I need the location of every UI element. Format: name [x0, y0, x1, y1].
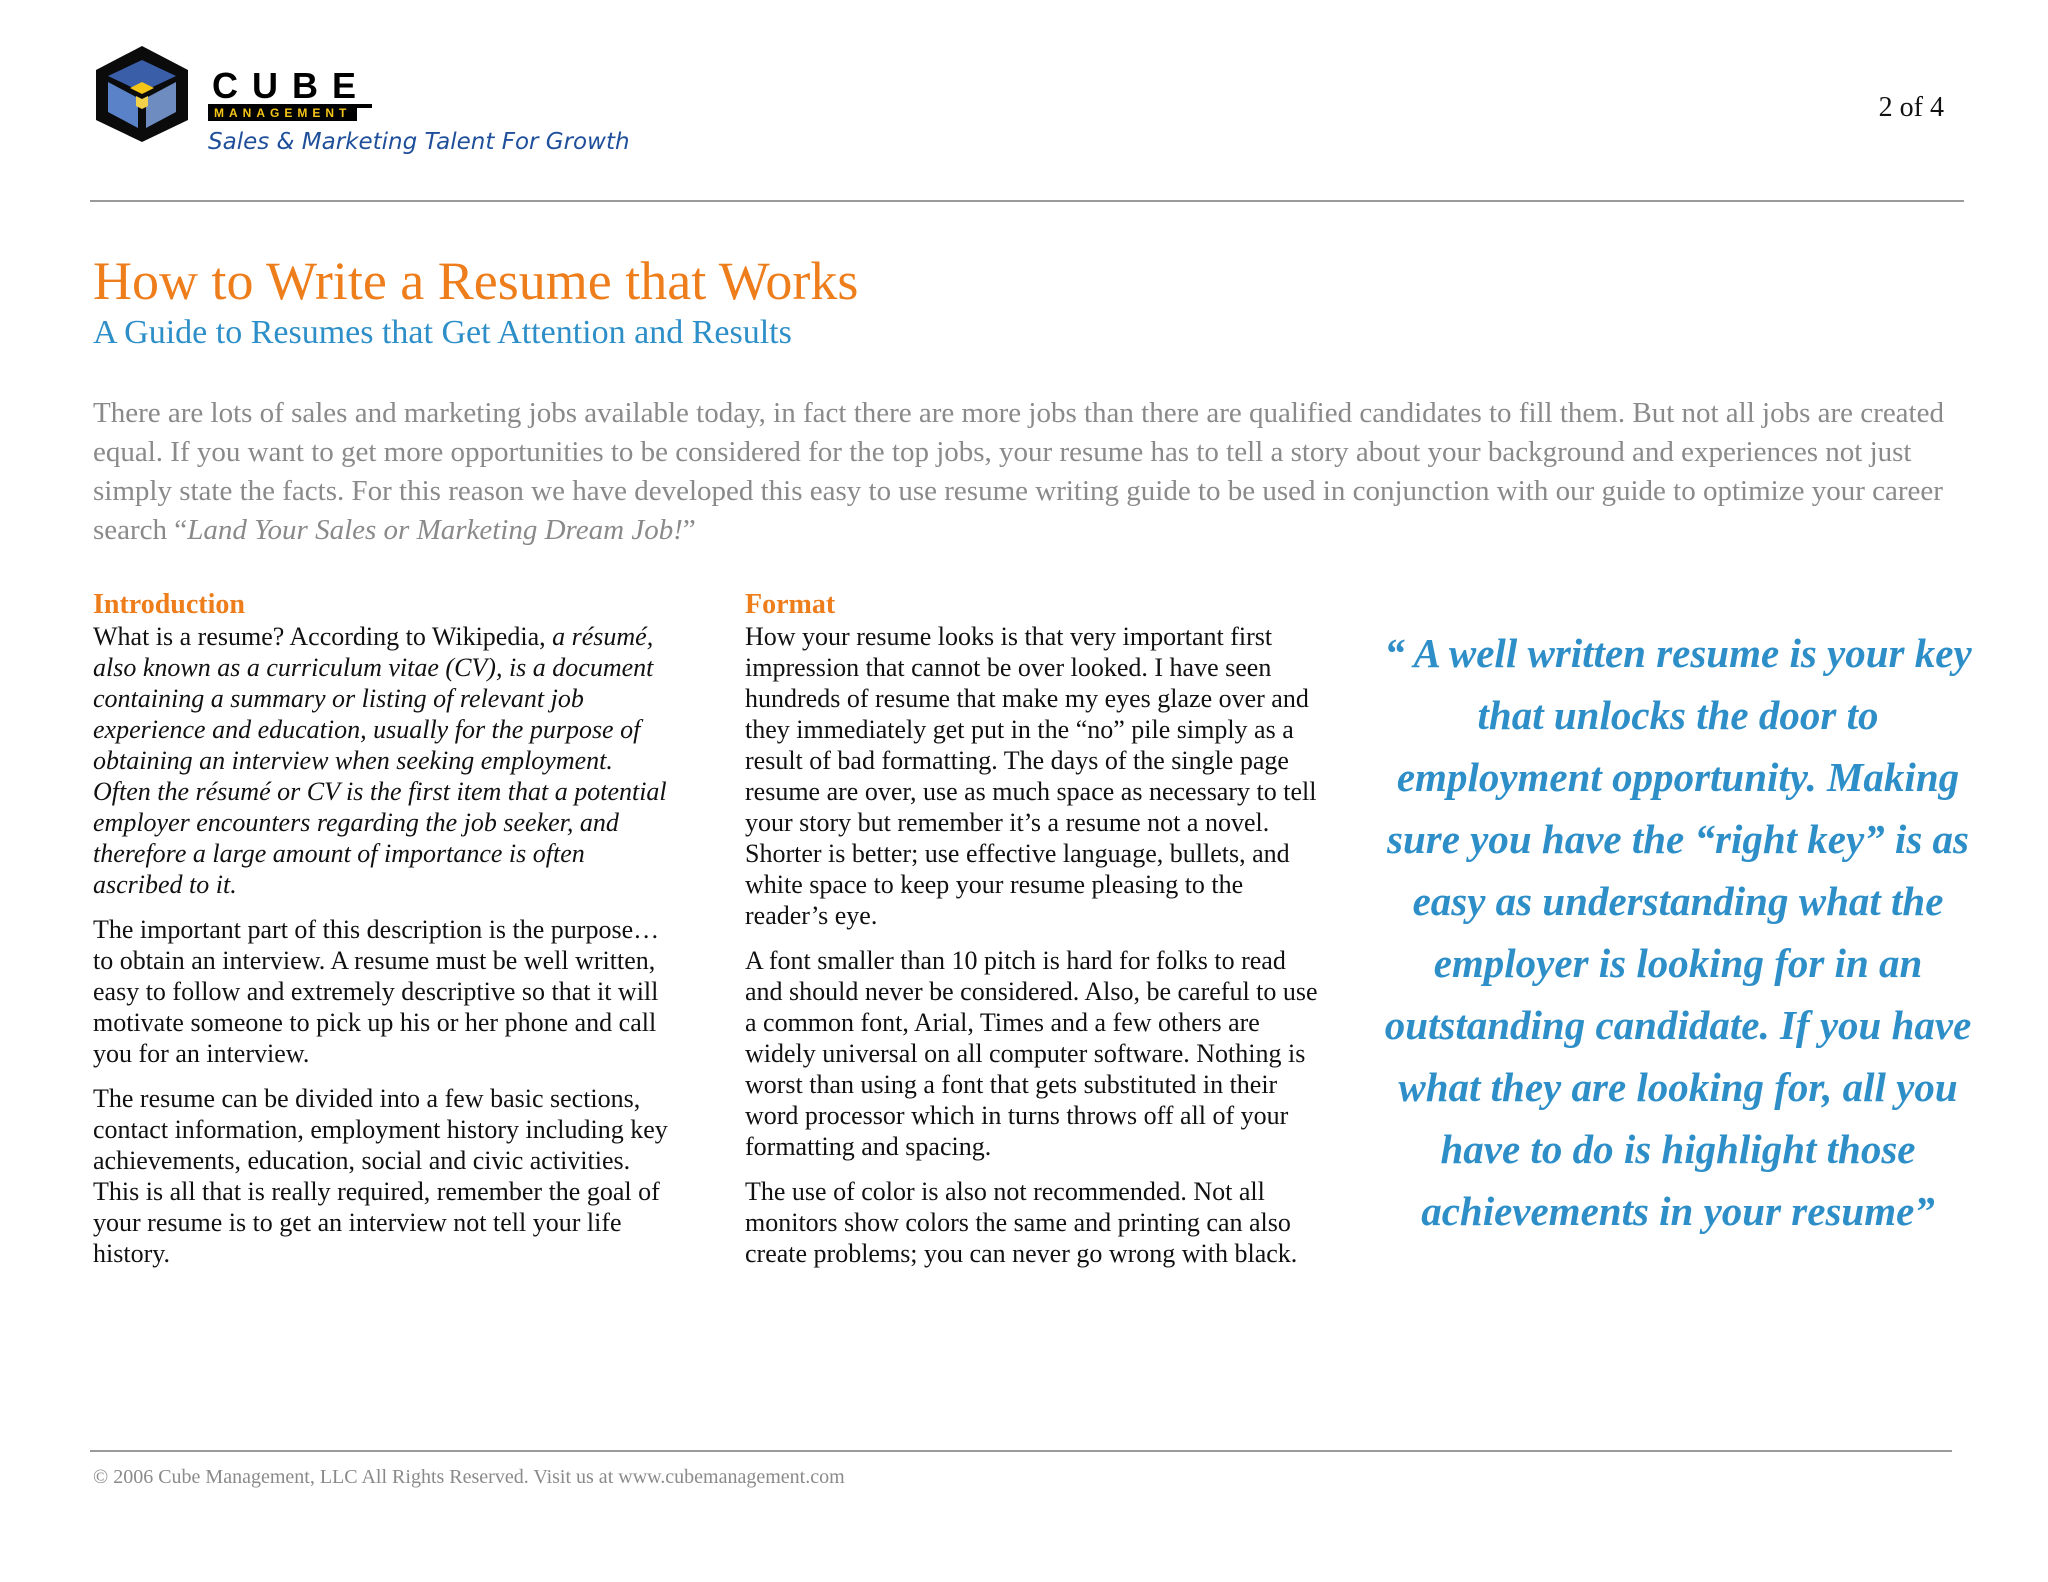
introduction-paragraph-1 — [93, 621, 673, 900]
brand-tagline: Sales & Marketing Talent For Growth — [208, 129, 630, 155]
document-subtitle: A Guide to Resumes that Get Attention and Results — [93, 314, 792, 351]
brand-name: CUBE — [208, 68, 372, 108]
wikipedia-definition: a résumé, also known as a curriculum vitae (CV), is a document containing a summary or listing of relevant job experience and education, usually for the purpose of obtaining an interview when seeking employment. Often the résumé or CV is the first item that a potential employer encounters regarding the job seeker, and therefore a large amount of importance is often ascribed to it. — [93, 622, 667, 899]
introduction-column — [93, 589, 673, 1283]
brand-subname: MANAGEMENT — [208, 106, 357, 121]
footer-copyright: © 2006 Cube Management, LLC All Rights Reserved. Visit us at www.cubemanagement.com — [93, 1466, 845, 1488]
format-heading: Format — [745, 589, 836, 620]
introduction-paragraph-2: The important part of this description is the purpose…to obtain an interview. A resume must be well written, easy to follow and extremely descriptive so that it will motivate someone to pick up his or her phone and call you for an interview. — [93, 915, 660, 1068]
intro-closing-quote: ” — [682, 514, 696, 546]
introduction-paragraph-3: The resume can be divided into a few basic sections, contact information, employment history including key achievements, education, social and civic activities. This is all that is really required, remember the goal of your resume is to get an interview not tell your life history. — [93, 1084, 668, 1268]
format-column — [745, 589, 1325, 1283]
page-number: 2 of 4 — [1878, 92, 1944, 123]
format-paragraph-3: The use of color is also not recommended. Not all monitors show colors the same and printing can also create problems; you can never go wrong with black. — [745, 1177, 1298, 1268]
footer-divider — [90, 1450, 1952, 1452]
introduction-heading: Introduction — [93, 589, 245, 620]
format-paragraph-2: A font smaller than 10 pitch is hard for folks to read and should never be considered. Also, be careful to use a common font, Arial, Times and a few others are widely universal on all computer software. Nothing is worst than using a font that gets substituted in their word processor which in turns throws off all of your formatting and spacing. — [745, 946, 1318, 1161]
intro-italic-title: Land Your Sales or Marketing Dream Job! — [187, 514, 683, 546]
header-divider — [90, 200, 1964, 202]
intro-text: There are lots of sales and marketing jobs available today, in fact there are more jobs than there are qualified candidates to fill them. But not all jobs are created equal. If you want to get more opportunities to be considered for the top jobs, your resume has to tell a story about your background and experiences not just simply state the facts. For this reason we have developed this easy to use resume writing guide to be used in conjunction with our guide to optimize your career search “ — [93, 397, 1944, 546]
format-paragraph-1: How your resume looks is that very important first impression that cannot be over looked. I have seen hundreds of resume that make my eyes glaze over and they immediately get put in the “no” pile simply as a result of bad formatting. The days of the single page resume are over, use as much space as necessary to tell your story but remember it’s a resume not a novel. Shorter is better; use effective language, bullets, and white space to keep your resume pleasing to the reader’s eye. — [745, 622, 1317, 930]
document-title: How to Write a Resume that Works — [93, 251, 859, 311]
introduction-p1-lead: What is a resume? According to Wikipedia, — [93, 622, 553, 651]
pull-quote: “ A well written resume is your key that unlocks the door to employment opportunity. Making sure you have the “right key” is as easy as understanding what the employer is looking for in an outstanding candidate. If you have what they are looking for, all you have to do is highlight those achievements in your resume” — [1384, 630, 1972, 1234]
intro-paragraph — [93, 394, 1963, 550]
cube-logo-icon — [92, 44, 192, 144]
